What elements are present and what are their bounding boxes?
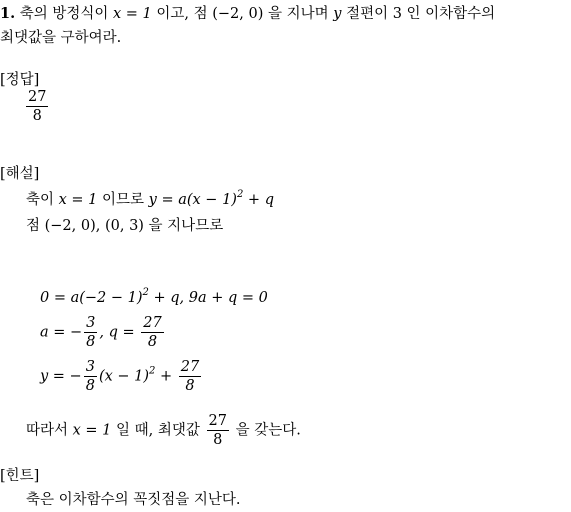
problem-line-2: 최댓값을 구하여라. [0, 30, 122, 46]
problem-line-1 [0, 4, 495, 24]
answer-label: [정답] [0, 72, 40, 88]
equation-2: a = − $\frac{3}{8}$ , q = $\frac{27}{8}$ [40, 315, 162, 350]
equation-1: $0 = a(-2 - 1)^2 + q$, 9a + q = 0 [40, 287, 268, 306]
math-y: y [333, 6, 342, 22]
problem-text-a: 축의 방정식이 [19, 6, 109, 22]
problem-text-c: 절편이 3 인 이차함수의 [346, 6, 496, 22]
problem-text-b: 이고, 점 (−2, 0) 을 지나며 [156, 6, 329, 22]
explanation-line-2: 점 (−2, 0), (0, 3) 을 지나므로 [26, 218, 224, 234]
expl-text-b: 이므로 [102, 192, 145, 208]
answer-fraction [24, 88, 50, 125]
hint-text: 축은 이차함수의 꼭짓점을 지난다. [26, 492, 241, 508]
answer-denominator: 8 [32, 108, 42, 124]
equation-3: y = − $\frac{3}{8}$ $(x - 1)^2$ + $\frac{27}{8}$ [40, 359, 200, 394]
math-axis: x = 1 [113, 6, 152, 22]
expl-math-model: $y = a(x - 1)^2 + q$ [148, 189, 274, 208]
problem-number: 1. [0, 5, 16, 22]
expl-text-a: 축이 [26, 192, 55, 208]
explanation-line-1 [26, 190, 274, 210]
answer-numerator: 27 [28, 89, 47, 105]
expl-math-axis: x = 1 [58, 192, 98, 208]
explanation-label: [해설] [0, 166, 40, 182]
hint-label: [힌트] [0, 468, 40, 484]
conclusion-line: 따라서 x = 1 일 때, 최댓값 $\frac{27}{8}$ 을 갖는다. [26, 413, 301, 448]
